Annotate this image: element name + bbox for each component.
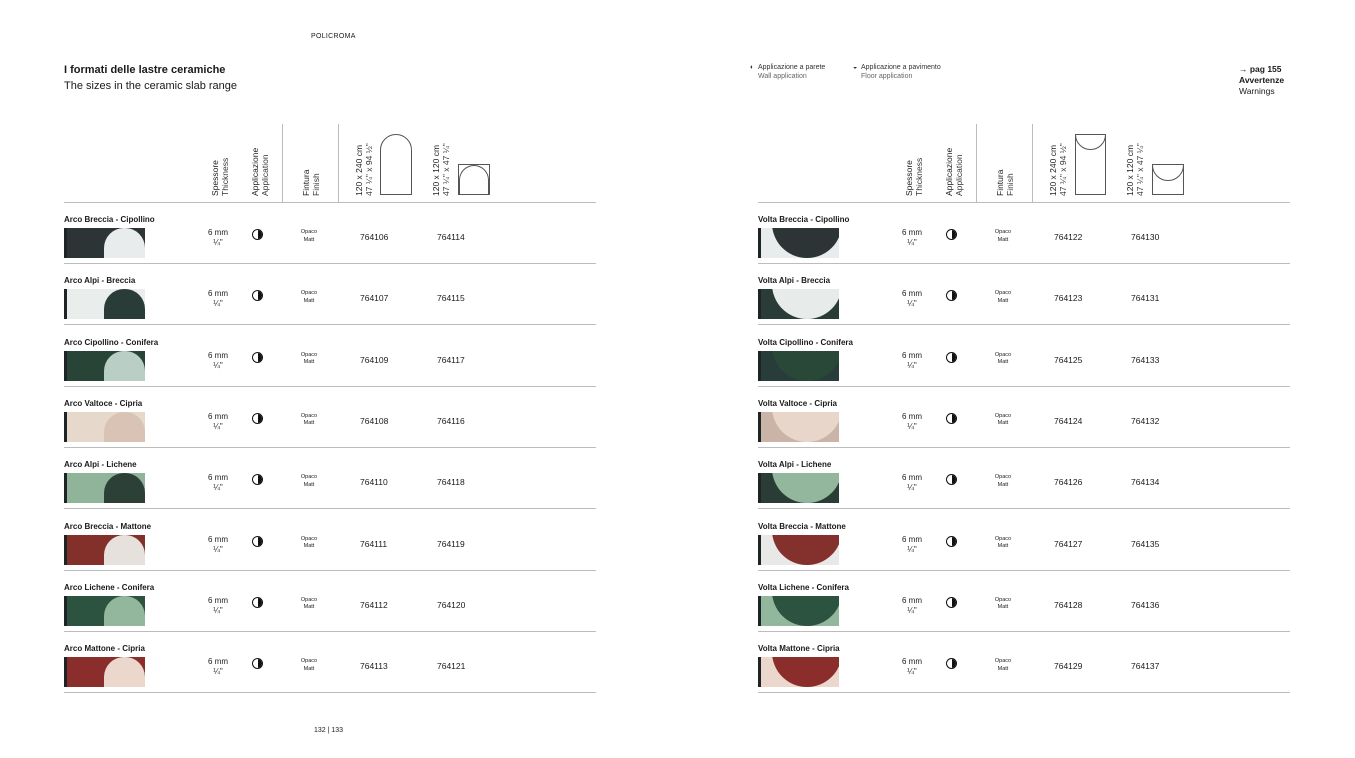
thickness-value: 6 mm ¼": [208, 350, 228, 370]
product-swatch: [64, 535, 145, 565]
product-name: Arco Breccia - Cipollino: [64, 215, 155, 224]
code-120x240: 764113: [360, 661, 388, 672]
wall-application-icon: [946, 658, 957, 669]
code-120x240: 764123: [1054, 293, 1083, 304]
code-120x240: 764126: [1054, 477, 1083, 488]
wall-application-icon: [252, 352, 263, 363]
code-120x240: 764112: [360, 599, 388, 610]
table-row: [64, 571, 596, 632]
product-swatch: [64, 289, 145, 319]
code-120x120: 764134: [1131, 477, 1160, 488]
product-swatch: [758, 657, 839, 687]
code-120x120: 764131: [1131, 293, 1160, 304]
product-name: Volta Alpi - Lichene: [758, 460, 832, 470]
code-120x120: 764137: [1131, 661, 1160, 672]
product-name: Arco Breccia - Mattone: [64, 521, 152, 531]
code-120x120: 764116: [437, 415, 465, 426]
arch-slab-square-icon: [458, 164, 490, 195]
product-swatch: [64, 351, 145, 381]
table-row: [758, 632, 1290, 693]
wall-application-icon: [946, 290, 957, 301]
code-120x120: 764133: [1131, 354, 1160, 365]
finish-value: Opaco Matt: [994, 535, 1012, 549]
table-row: [64, 326, 596, 387]
col-divider: [338, 124, 339, 202]
code-120x240: 764127: [1054, 538, 1083, 549]
finish-value: Opaco Matt: [994, 658, 1012, 672]
col-thickness-header: Spessore Thickness: [210, 157, 230, 196]
wall-application-icon: [252, 290, 263, 301]
wall-application-icon: [946, 413, 957, 424]
code-120x120: 764135: [1131, 538, 1160, 549]
table-row: [758, 571, 1290, 632]
arch-slab-tall-icon: [380, 134, 412, 195]
col-size1-header: 120 x 240 cm 47 ¼" x 94 ½": [354, 143, 374, 196]
product-swatch: [758, 228, 839, 258]
code-120x240: 764109: [360, 354, 389, 365]
table-row: [64, 203, 596, 264]
finish-value: Opaco Matt: [994, 229, 1012, 243]
code-120x120: 764118: [437, 477, 465, 488]
product-name: Volta Lichene - Conifera: [758, 582, 849, 592]
code-120x240: 764108: [360, 415, 389, 426]
product-name: Arco Alpi - Lichene: [64, 460, 137, 470]
product-swatch: [64, 473, 145, 503]
thickness-value: 6 mm ¼": [902, 228, 922, 247]
warnings-subtitle: Warnings: [1239, 86, 1275, 96]
table-row: [758, 326, 1290, 387]
page-numbers: 132 | 133: [314, 727, 344, 734]
wall-application-icon: [252, 229, 263, 240]
thickness-value: 6 mm ¼": [902, 411, 922, 431]
product-swatch: [64, 657, 145, 687]
product-swatch: [758, 596, 839, 626]
col-size2-header: 120 x 120 cm 47 ¼" x 47 ¼": [1125, 143, 1145, 196]
wall-application-icon: [946, 474, 957, 485]
code-120x120: 764136: [1131, 599, 1160, 610]
col-finish-header: Fintura Finish: [301, 169, 321, 196]
table-row: [64, 510, 596, 571]
legend-floor-it: Applicazione a pavimento: [861, 64, 941, 71]
product-swatch: [758, 351, 839, 381]
table-row: [758, 387, 1290, 448]
col-application-header: Applicazione Application: [944, 147, 964, 196]
finish-value: Opaco Matt: [300, 351, 318, 366]
finish-value: Opaco Matt: [300, 535, 318, 549]
wall-application-icon: [252, 474, 263, 485]
thickness-value: 6 mm ¼": [208, 473, 228, 493]
finish-value: Opaco Matt: [994, 351, 1012, 366]
wall-application-icon: [946, 536, 957, 547]
finish-value: Opaco Matt: [300, 290, 318, 304]
thickness-value: 6 mm ¼": [208, 411, 228, 431]
finish-value: Opaco Matt: [300, 412, 318, 427]
brand-label: POLICROMA: [311, 33, 356, 40]
finish-value: Opaco Matt: [994, 412, 1012, 427]
product-name: Arco Cipollino - Conifera: [64, 337, 159, 347]
finish-value: Opaco Matt: [300, 229, 318, 243]
code-120x240: 764124: [1054, 415, 1083, 426]
warnings-title: Avvertenze: [1239, 75, 1285, 85]
finish-value: Opaco Matt: [994, 290, 1012, 304]
product-name: Arco Mattone - Cipria: [64, 644, 145, 654]
product-name: Arco Lichene - Conifera: [64, 582, 155, 592]
warnings-page-ref: → pag 155: [1239, 64, 1282, 74]
thickness-value: 6 mm ¼": [208, 228, 228, 247]
table-row: [64, 387, 596, 448]
legend-wall-it: Applicazione a parete: [758, 64, 826, 71]
code-120x240: 764128: [1054, 599, 1083, 610]
table-row: [758, 448, 1290, 509]
code-120x240: 764106: [360, 232, 389, 242]
table-row: [758, 203, 1290, 264]
table-row: [64, 264, 596, 325]
col-thickness-header: Spessore Thickness: [904, 157, 924, 196]
table-row: [64, 448, 596, 509]
finish-value: Opaco Matt: [300, 474, 318, 488]
wall-application-icon: [252, 536, 263, 547]
product-name: Volta Valtoce - Cipria: [758, 398, 837, 408]
thickness-value: 6 mm ¼": [208, 289, 228, 309]
wall-application-icon: [252, 658, 263, 669]
table-row: [64, 632, 596, 693]
finish-value: Opaco Matt: [994, 596, 1012, 611]
thickness-value: 6 mm ¼": [208, 534, 228, 554]
finish-value: Opaco Matt: [994, 474, 1012, 488]
legend-floor-en: Floor application: [861, 73, 913, 80]
wall-application-icon: ◐: [750, 64, 755, 71]
thickness-value: 6 mm ¼": [902, 534, 922, 554]
product-swatch: [758, 412, 839, 442]
col-divider: [1032, 124, 1033, 202]
code-120x120: 764121: [437, 661, 466, 672]
code-120x240: 764107: [360, 293, 389, 304]
product-swatch: [64, 596, 145, 626]
wall-application-icon: [946, 229, 957, 240]
thickness-value: 6 mm ¼": [902, 473, 922, 493]
wall-application-icon: [946, 352, 957, 363]
product-swatch: [64, 412, 145, 442]
thickness-value: 6 mm ¼": [902, 350, 922, 370]
vault-slab-tall-icon: [1075, 134, 1106, 195]
col-divider: [976, 124, 977, 202]
thickness-value: 6 mm ¼": [902, 657, 922, 677]
right-page-table: [758, 0, 1290, 758]
code-120x120: 764132: [1131, 415, 1160, 426]
code-120x240: 764111: [360, 538, 388, 549]
code-120x240: 764129: [1054, 661, 1083, 672]
floor-application-icon: ◒: [853, 64, 858, 71]
product-name: Volta Breccia - Cipollino: [758, 215, 850, 224]
code-120x120: 764130: [1131, 232, 1160, 242]
vault-slab-square-icon: [1152, 164, 1184, 195]
col-size2-header: 120 x 120 cm 47 ¼" x 47 ¼": [431, 143, 451, 196]
wall-application-icon: [946, 597, 957, 608]
code-120x120: 764117: [437, 354, 465, 365]
code-120x240: 764110: [360, 477, 388, 488]
code-120x120: 764120: [437, 599, 466, 610]
page-title: I formati delle lastre ceramiche: [64, 64, 226, 76]
table-row: [758, 264, 1290, 325]
product-name: Arco Valtoce - Cipria: [64, 398, 143, 408]
page-subtitle: The sizes in the ceramic slab range: [64, 80, 238, 92]
product-swatch: [758, 289, 839, 319]
finish-value: Opaco Matt: [300, 658, 318, 672]
col-finish-header: Fintura Finish: [995, 169, 1015, 196]
thickness-value: 6 mm ¼": [902, 289, 922, 309]
product-name: Volta Breccia - Mattone: [758, 521, 846, 531]
product-name: Volta Mattone - Cipria: [758, 644, 840, 654]
product-name: Volta Alpi - Breccia: [758, 276, 831, 286]
code-120x120: 764115: [437, 293, 465, 304]
product-name: Volta Cipollino - Conifera: [758, 337, 853, 347]
product-swatch: [758, 473, 839, 503]
wall-application-icon: [252, 413, 263, 424]
code-120x120: 764114: [437, 232, 465, 242]
col-size1-header: 120 x 240 cm 47 ¼" x 94 ½": [1048, 143, 1068, 196]
col-divider: [282, 124, 283, 202]
product-swatch: [758, 535, 839, 565]
table-row: [758, 510, 1290, 571]
legend-wall-en: Wall application: [758, 73, 807, 80]
finish-value: Opaco Matt: [300, 596, 318, 611]
wall-application-icon: [252, 597, 263, 608]
thickness-value: 6 mm ¼": [208, 657, 228, 677]
code-120x240: 764122: [1054, 232, 1083, 242]
code-120x240: 764125: [1054, 354, 1083, 365]
thickness-value: 6 mm ¼": [208, 595, 228, 615]
product-name: Arco Alpi - Breccia: [64, 276, 136, 286]
left-page-table: [64, 0, 596, 758]
thickness-value: 6 mm ¼": [902, 595, 922, 615]
col-application-header: Applicazione Application: [250, 147, 270, 196]
product-swatch: [64, 228, 145, 258]
code-120x120: 764119: [437, 538, 465, 549]
